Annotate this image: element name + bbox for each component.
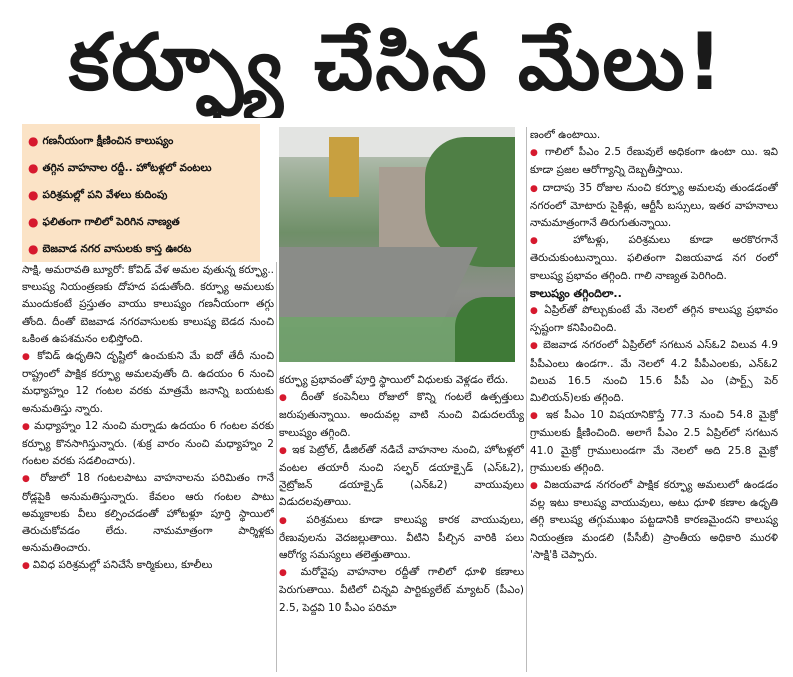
bullet-icon: ● [28, 215, 39, 229]
article-paragraph: ● బెజవాడ నగరంలో ఏప్రిల్‌లో సగటున ఎస్‌ఓ2 విలువ 4.9 పీపీఎంలు ఉండగా.. మే నెలలో 4.2 పీపీఎంలకు, ఎన్‌ఓ2 విలువ 16.5 నుంచి 15.6 పీపీ ఎం (పార్ట్స్ పెర్ మిలియన్)లకు తగ్గింది. [530, 337, 778, 407]
highlight-text: గణనీయంగా క్షీణించిన కాలుష్యం [42, 135, 174, 147]
article-paragraph: ● ఏప్రిల్‌తో పోల్చుకుంటే మే నెలలో తగ్గిన కాలుష్య ప్రభావం స్పష్టంగా కనిపించింది. [530, 302, 778, 337]
article-paragraph: కర్ఫ్యూ ప్రభావంతో పూర్తి స్థాయిలో విధులకు వెళ్లడం లేదు. [279, 374, 509, 386]
article-paragraph: సాక్షి, అమరావతి బ్యూరో: కోవిడ్ వేళ అమల వుతున్న కర్ఫ్యూ.. కాలుష్య నియంత్రణకు దోహద పడుతోంది. కర్ఫ్యూ అమలుకు ముందుకంటే ప్రస్తుతం వాయు కాలుష్యం గణనీయంగా తగ్గు తోంది. దీంతో బెజవాడ నగరవాసులకు కాలుష్య బెడద నుంచి ఒకింత ఉపశమనం లభిస్తోంది. [22, 264, 274, 345]
article-paragraph: ● పరిశ్రమలు కూడా కాలుష్య కారక వాయువులు, రేణువులను వెదజల్లుతాయి. వీటిని పీల్చిన వారికి పలు ఆరోగ్య సమస్యలు తలెత్తుతాయి. [279, 512, 524, 565]
bullet-icon: ● [28, 134, 39, 148]
column-divider [276, 262, 277, 672]
highlight-item [28, 236, 254, 263]
bullet-icon: ● [28, 188, 39, 202]
bullet-icon: ● [28, 161, 39, 175]
article-paragraph: ణంలో ఉంటాయి. [530, 129, 601, 141]
article-paragraph: ● మధ్యాహ్నం 12 నుంచి మర్నాడు ఉదయం 6 గంటల వరకు కర్ఫ్యూ కొనసాగిస్తున్నారు. (శుక్ర వారం నుంచి మధ్యాహ్నం 2 గంటల వరకు సడలించారు). [22, 418, 274, 471]
article-column-middle [279, 372, 524, 674]
section-subheading: కాలుష్యం తగ్గిందిలా.. [530, 286, 622, 300]
article-paragraph: ● ఇక పెట్రోల్, డీజిల్‌తో నడిచే వాహనాల నుంచి, హోటళ్లలో వంటల తయారీ నుంచి సల్ఫర్ డయాక్సైడ్ (ఎస్‌ఓ2), నైట్రోజన్ డయాక్సైడ్ (ఎన్‌ఓ2) వాయువులు విడుదలవుతాయి. [279, 442, 524, 512]
article-paragraph: ● మరోవైపు వాహనాల రద్దీతో గాలిలో ధూళి కణాలు పెరుగుతాయి. వీటిలో చిన్నవి పార్టిక్యులేట్ మ్యాటర్ (పీఎం) 2.5, పెద్దవి 10 పీఎం పరిమా [279, 564, 524, 617]
headline: కర్ఫ్యూ చేసిన మేలు! [68, 18, 725, 108]
highlight-item [28, 182, 254, 209]
highlight-text: ఫలితంగా గాలిలో పెరిగిన నాణ్యత [42, 216, 180, 228]
article-paragraph: ● దాదాపు 35 రోజుల నుంచి కర్ఫ్యూ అమలవు తుండడంతో నగరంలో మోటారు సైకిళ్లు, ఆర్టీసీ బస్సులు, ఇతర వాహనాలు నామమాత్రంగానే తిరుగుతున్నాయి. [530, 180, 778, 233]
highlight-text: బెజవాడ నగర వాసులకు కాస్త ఊరట [42, 243, 192, 255]
article-column-left [22, 262, 274, 674]
highlight-item [28, 209, 254, 236]
article-paragraph: ● కోవిడ్ ఉధృతిని దృష్టిలో ఉంచుకుని మే ఐదో తేదీ నుంచి రాష్ట్రంలో పాక్షిక కర్ఫ్యూ అమలవుతోం ది. ఉదయం 6 నుంచి మధ్యాహ్నం 12 గంటల వరకు మాత్రమే జనాన్ని బయటకు అనుమతిస్తు న్నారు. [22, 348, 274, 418]
article-paragraph: ● ఇక పీఎం 10 విషయానికొస్తే 77.3 నుంచి 54.8 మైక్రో గ్రాములకు క్షీణించింది. అలాగే పీఎం 2.5 ఏప్రిల్‌లో సగటున 41.0 మైక్రో గ్రాములుండగా మే నెలలో అది 25.8 మైక్రో గ్రాములకు తగ్గింది. [530, 407, 778, 477]
article-column-right [530, 127, 778, 674]
article-paragraph: ● వివిధ పరిశ్రమల్లో పనిచేసే కార్మికులు, కూలీలు [22, 557, 274, 575]
article-paragraph: ● విజయవాడ నగరంలో పాక్షిక కర్ఫ్యూ అమలులో ఉండడం వల్ల ఇటు కాలుష్య వాయువులు, అటు ధూళి కణాల ఉధృతి తగ్గి కాలుష్య తగ్గుముఖం పట్టడానికి కారణమైందని కాలుష్య నియంత్రణ మండలి (పీసీబీ) ప్రాంతీయ అధికారి మురళి 'సాక్షి'కి చెప్పారు. [530, 477, 778, 564]
highlight-item [28, 155, 254, 182]
news-photo [279, 127, 515, 362]
article-paragraph: ● గాలిలో పీఎం 2.5 రేణువులే అధికంగా ఉంటా యి. ఇవి కూడా ప్రజల ఆరోగ్యాన్ని దెబ్బతీస్తాయి. [530, 144, 778, 179]
bullet-icon: ● [28, 242, 39, 256]
article-paragraph: ● రోజులో 18 గంటలపాటు వాహనాలను పరిమితం గానే రోడ్లపైకి అనుమతిస్తున్నారు. కేవలం ఆరు గంటల పాటు అమ్మకాలకు వీలు కల్పించడంతో హోటళ్లూ పూర్తి స్థాయిలో తెరుచుకోవడం లేదు. నామమాత్రంగా పార్శిళ్లకు అనుమతించారు. [22, 470, 274, 557]
column-divider [526, 127, 527, 672]
highlight-item [28, 128, 254, 155]
highlight-text: తగ్గిన వాహనాల రద్దీ.. హోటళ్లలో వంటలు [42, 162, 212, 174]
article-paragraph: ● హోటళ్లు, పరిశ్రమలు కూడా అరకొరగానే తెరుచుకుంటున్నాయి. ఫలితంగా విజయవాడ నగ రంలో కాలుష్య ప్రభావం తగ్గింది. గాలి నాణ్యత పెరిగింది. [530, 232, 778, 285]
highlight-text: పరిశ్రమల్లో పని వేళలు కుదింపు [42, 189, 168, 201]
article-paragraph: ● దీంతో కంపెనీలు రోజులో కొన్ని గంటలే ఉత్పత్తులు జరుపుతున్నాయి. అందువల్ల వాటి నుంచి విడుదలయ్యే కాలుష్యం తగ్గింది. [279, 389, 524, 442]
highlights-box [22, 124, 260, 262]
